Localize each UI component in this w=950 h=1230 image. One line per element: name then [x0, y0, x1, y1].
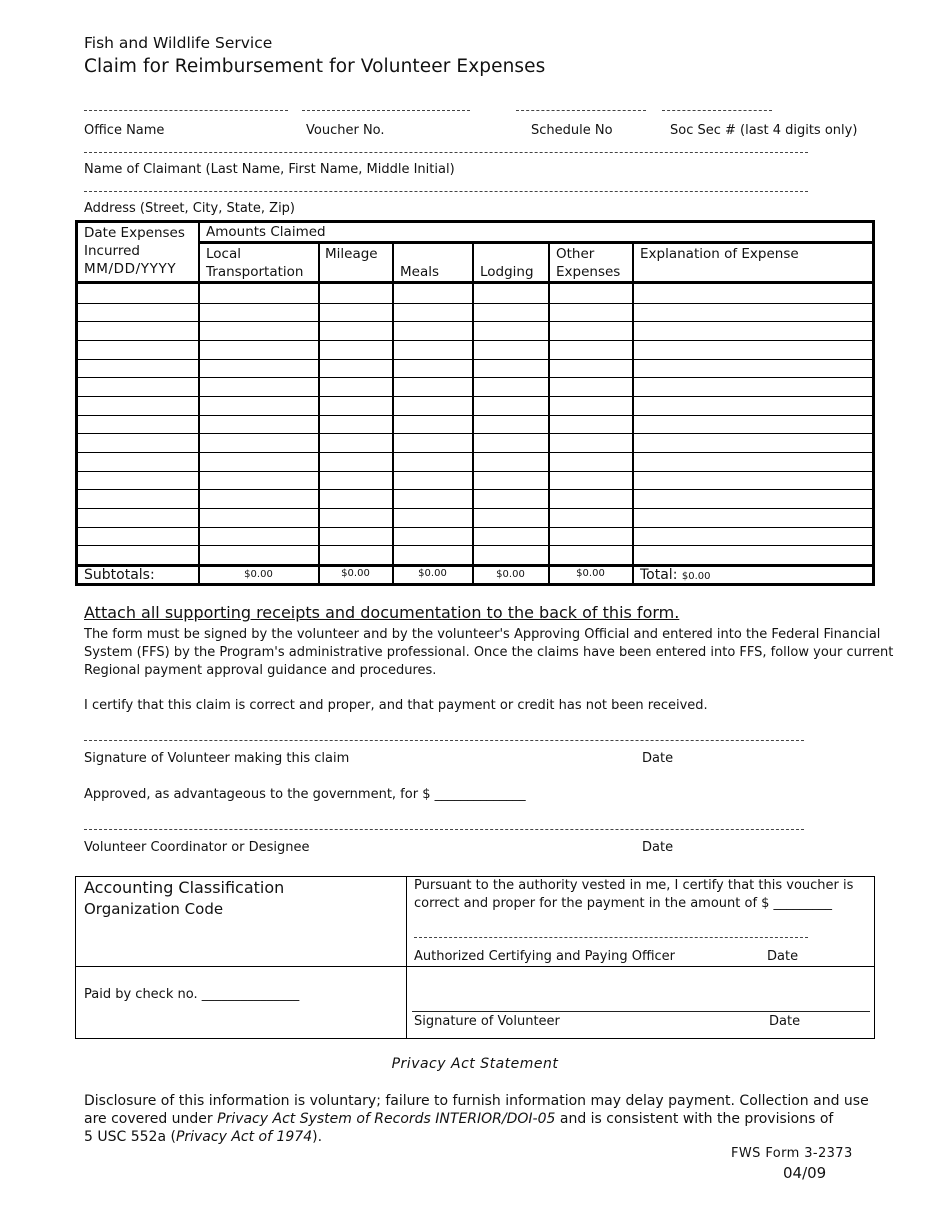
col-other-expenses: Other Expenses — [556, 246, 621, 280]
subtotal-other-expenses: $0.00 — [576, 568, 605, 579]
office-name-label: Office Name — [84, 123, 165, 138]
table-row-divider — [78, 415, 872, 416]
col-explanation: Explanation of Expense — [640, 246, 799, 262]
accounting-classification: Accounting Classification — [84, 878, 285, 897]
accounting-box — [75, 876, 875, 1039]
form-title: Claim for Reimbursement for Volunteer Expenses — [84, 56, 546, 77]
voucher-no-field[interactable] — [302, 110, 470, 111]
table-row-divider — [78, 396, 872, 397]
attach-instruction: Attach all supporting receipts and documentation to the back of this form. — [84, 603, 680, 622]
volunteer-signature-field[interactable] — [84, 740, 804, 741]
approved-amount[interactable]: Approved, as advantageous to the government, for $ ______________ — [84, 787, 526, 802]
volunteer-signature-label: Signature of Volunteer making this claim — [84, 751, 350, 766]
amounts-claimed-header: Amounts Claimed — [206, 224, 326, 240]
certifying-officer-label: Authorized Certifying and Paying Officer — [414, 949, 676, 964]
date-header — [84, 224, 185, 278]
certifying-officer-signature-field[interactable] — [414, 937, 808, 938]
certifying-officer-date-label: Date — [767, 949, 799, 964]
volunteer-date-label: Date — [642, 751, 674, 766]
subtotal-lodging: $0.00 — [496, 569, 525, 580]
paid-by-check[interactable]: Paid by check no. _______________ — [84, 987, 300, 1002]
agency-name: Fish and Wildlife Service — [84, 34, 273, 52]
date-header-line3: MM/DD/YYYY — [84, 261, 177, 277]
date-header-line2: Incurred — [84, 243, 140, 259]
volunteer-date-label-2: Date — [769, 1014, 801, 1029]
schedule-no-field[interactable] — [516, 110, 646, 111]
claimant-name-label: Name of Claimant (Last Name, First Name, Middle Initial) — [84, 162, 455, 177]
ssn-label: Soc Sec # (last 4 digits only) — [670, 123, 858, 138]
table-row-divider — [78, 340, 872, 341]
organization-code: Organization Code — [84, 900, 224, 918]
table-row-divider — [78, 377, 872, 378]
table-row-divider — [78, 508, 872, 509]
table-row-divider — [78, 321, 872, 322]
total-label: Total: $0.00 — [640, 567, 711, 583]
date-header-line1: Date Expenses — [84, 225, 185, 241]
col-mileage: Mileage — [325, 246, 378, 262]
form-revision: 04/09 — [783, 1164, 827, 1182]
ssn-field[interactable] — [662, 110, 772, 111]
coordinator-date-label: Date — [642, 840, 674, 855]
volunteer-signature-line[interactable] — [412, 1011, 870, 1012]
table-row-divider — [78, 303, 872, 304]
subtotals-label: Subtotals: — [84, 567, 155, 583]
table-row-divider — [78, 359, 872, 360]
office-name-field[interactable] — [84, 110, 288, 111]
table-row-divider — [78, 527, 872, 528]
coordinator-signature-field[interactable] — [84, 829, 804, 830]
subtotal-local-transportation: $0.00 — [244, 569, 273, 580]
table-row-divider — [78, 489, 872, 490]
privacy-act-heading: Privacy Act Statement — [391, 1056, 559, 1072]
volunteer-signature-label-2: Signature of Volunteer — [414, 1014, 560, 1029]
table-row-divider — [78, 452, 872, 453]
pursuant-statement: Pursuant to the authority vested in me, I certify that this voucher is correct and proper for the payment in the amount of $ _________ — [414, 878, 854, 911]
expense-table — [75, 220, 875, 586]
address-label: Address (Street, City, State, Zip) — [84, 201, 296, 216]
table-row-divider — [78, 471, 872, 472]
signing-instructions: The form must be signed by the volunteer and by the volunteer's Approving Official and entered into the Federal Financial System (FFS) by the Program's administrative professional. Once the claims have been entered into FFS, follow your current Regional payment approval guidance and procedures. — [84, 627, 894, 678]
col-meals: Meals — [400, 264, 440, 280]
voucher-no-label: Voucher No. — [306, 123, 385, 138]
privacy-statement: Disclosure of this information is voluntary; failure to furnish information may delay payment. Collection and use are covered under Privacy Act System of Records INTERIOR/DOI-05 and is consistent with the provisions of 5 USC 552a (Privacy Act of 1974). — [84, 1093, 869, 1145]
subtotal-meals: $0.00 — [418, 568, 447, 579]
certify-statement: I certify that this claim is correct and proper, and that payment or credit has not been received. — [84, 698, 708, 713]
table-row-divider — [78, 545, 872, 546]
total-value: $0.00 — [681, 571, 711, 582]
address-field[interactable] — [84, 191, 808, 192]
col-local-transportation: Local Transportation — [206, 246, 304, 280]
table-row-divider — [78, 433, 872, 434]
claimant-name-field[interactable] — [84, 152, 808, 153]
schedule-no-label: Schedule No — [531, 123, 613, 138]
col-lodging: Lodging — [480, 264, 534, 280]
coordinator-label: Volunteer Coordinator or Designee — [84, 840, 310, 855]
form-number: FWS Form 3-2373 — [731, 1146, 853, 1161]
subtotal-mileage: $0.00 — [341, 568, 370, 579]
